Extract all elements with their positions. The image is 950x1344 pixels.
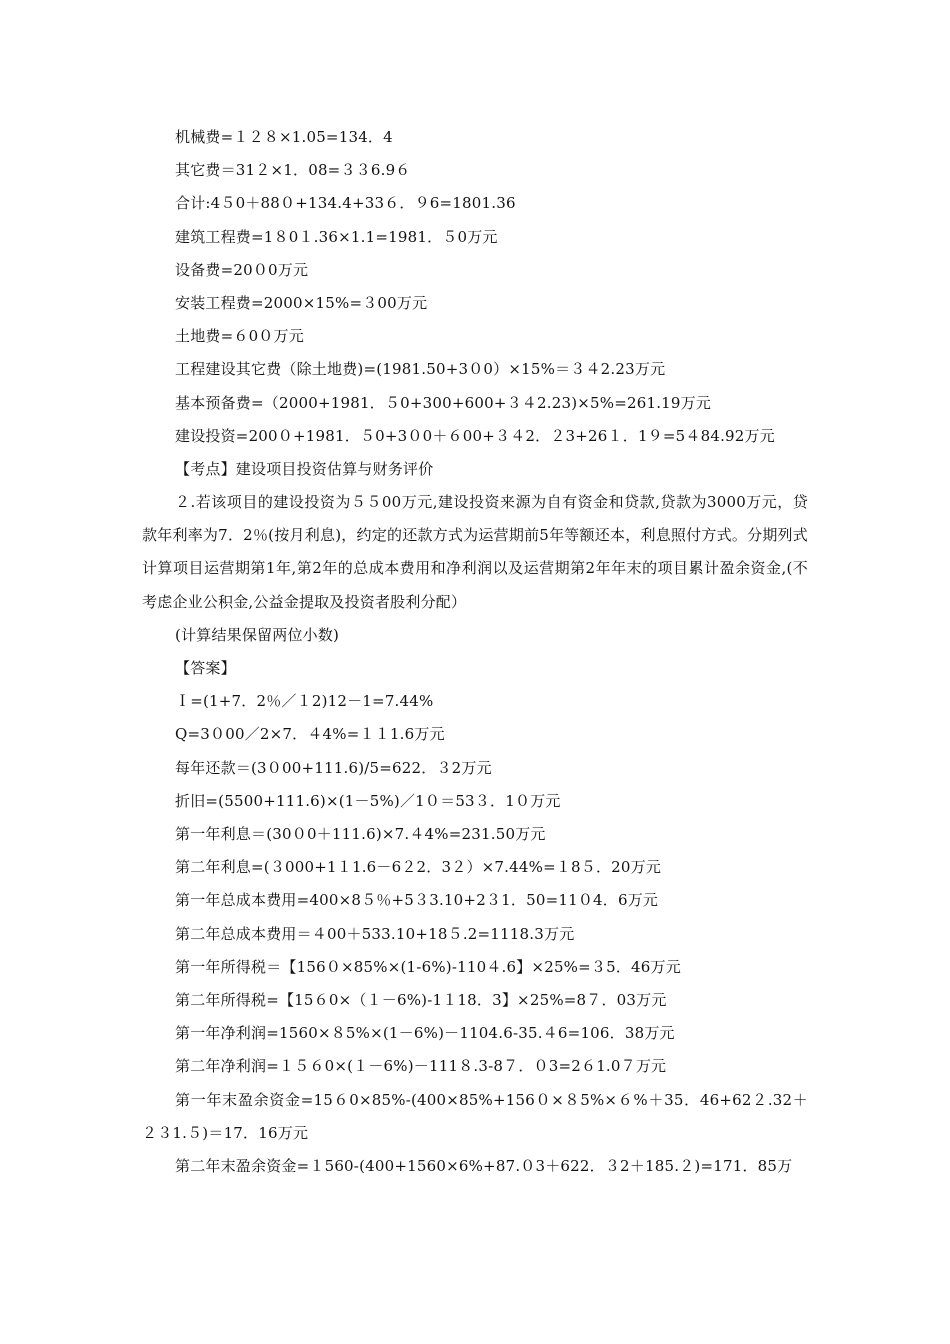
text-line: 安装工程费=2000×15%=３00万元 — [175, 293, 428, 312]
text-line: 其它费＝31２×1．08=３３6.9６ — [175, 161, 411, 180]
answer-line: 第二年所得税=【15６0×（１－6%)-1１18．3】×25%=8７．03万元 — [175, 990, 667, 1009]
document-body — [142, 121, 808, 1183]
section-heading-kaodian: 【考点】建设项目投资估算与财务评价 — [175, 459, 434, 478]
text-line: 机械费=１２８×1.05=134．4 — [175, 128, 393, 146]
text-line: 建筑工程费=1８0１.36×1.1=1981．５0万元 — [175, 227, 498, 246]
answer-line: Ｉ=(1+7．2％／１2)12－1=7.44% — [175, 692, 434, 711]
answer-line: 第一年总成本费用=400×8５％+5３3.10+2３1．50=11０4．6万元 — [175, 891, 659, 910]
answer-line: 第二年净利润=１５６0×(１－6%)－111８.3-8７．０3=2６1.0７万元 — [175, 1057, 667, 1076]
text-line: 工程建设其它费（除土地费)=(1981.50+3０0）×15%＝３４2.23万元 — [175, 360, 666, 379]
text-line: 土地费=６0０万元 — [175, 327, 304, 346]
answer-line: 第一年所得税＝【156０×85%×(1-6%)-110４.6】×25%=３5．46万元 — [175, 957, 681, 976]
answer-line: 第二年利息=(３000+1１1.6－6２2．3２）×7.44%=１8５．20万元 — [175, 858, 662, 877]
answer-line: 折旧=(5500+111.6)×(1－5%)／1０＝53３．1０万元 — [175, 791, 561, 810]
text-line: 建设投资=200０+1981．５0+3０0＋６00+３４2．２3+26１．1９=5４84.92万元 — [175, 426, 775, 445]
answer-line: Q=3０00／2×7．４4%=１１1.6万元 — [175, 725, 445, 744]
answer-line: 第一年利息＝(30０0＋111.6)×7.４4%=231.50万元 — [175, 825, 546, 843]
answer-line: 每年还款＝(3０00+111.6)/5=622．３2万元 — [175, 758, 492, 777]
final-paragraph-year1: 第一年末盈余资金=15６0×85%-(400×85%+156０×８5%×６%＋35．46+62２.32＋２３1.５)＝17．16万元 — [142, 1090, 808, 1142]
text-line: 基本预备费=（2000+1981．５0+300+600+３４2.23)×5%=261.19万元 — [175, 393, 712, 412]
final-paragraph-year2: 第二年末盈余资金=１560-(400+1560×6%+87.０3＋622．３2＋185.２)=171．85万 — [175, 1156, 793, 1175]
text-line: 设备费=20０0万元 — [175, 260, 309, 279]
note-line: (计算结果保留两位小数) — [175, 625, 340, 644]
answer-label: 【答案】 — [175, 659, 236, 678]
text-line: 合计:4５0＋88０+134.4+33６．９6=1801.36 — [175, 194, 516, 213]
question-paragraph: ２.若该项目的建设投资为５５00万元,建设投资来源为自有资金和贷款,贷款为3000万元，贷款年利率为7．2％(按月利息)，约定的还款方式为运营期前5年等额还本，利息照付方式。分期列式计算项目运营期第1年,第2年的总成本费用和净利润以及运营期第2年年末的项目累计盈余资金,(不考虑企业公积金,公益金提取及投资者股利分配） — [142, 493, 808, 611]
answer-line: 第一年净利润=1560×８5%×(1－6%)－1104.6-35.４6=106．38万元 — [175, 1024, 675, 1043]
answer-line: 第二年总成本费用＝４00＋533.10+18５.2=1118.3万元 — [175, 924, 575, 943]
